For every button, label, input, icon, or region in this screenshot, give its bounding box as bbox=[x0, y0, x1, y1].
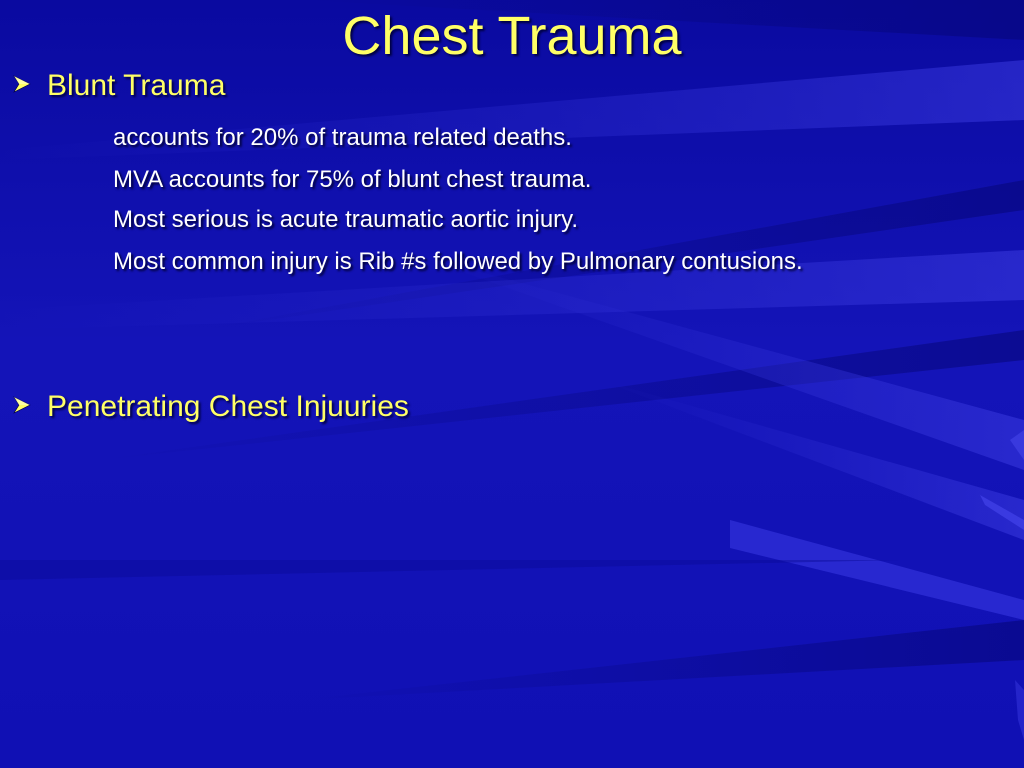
slide-title: Chest Trauma bbox=[342, 6, 682, 66]
sub-item: accounts for 20% of trauma related deaths. bbox=[113, 124, 572, 151]
sub-item: Most serious is acute traumatic aortic injury. bbox=[113, 206, 579, 233]
bullet-blunt-trauma bbox=[13, 66, 225, 106]
sub-item: MVA accounts for 75% of blunt chest trauma. bbox=[113, 166, 592, 193]
arrowhead-bullet-icon bbox=[13, 74, 31, 94]
bullet-label: Penetrating Chest Injuuries bbox=[47, 390, 409, 423]
bullet-label: Blunt Trauma bbox=[47, 69, 226, 102]
arrowhead-bullet-icon bbox=[13, 395, 31, 415]
bullet-penetrating-chest-injuries bbox=[13, 387, 409, 427]
sub-item: Most common injury is Rib #s followed by Pulmonary contusions. bbox=[113, 248, 803, 275]
